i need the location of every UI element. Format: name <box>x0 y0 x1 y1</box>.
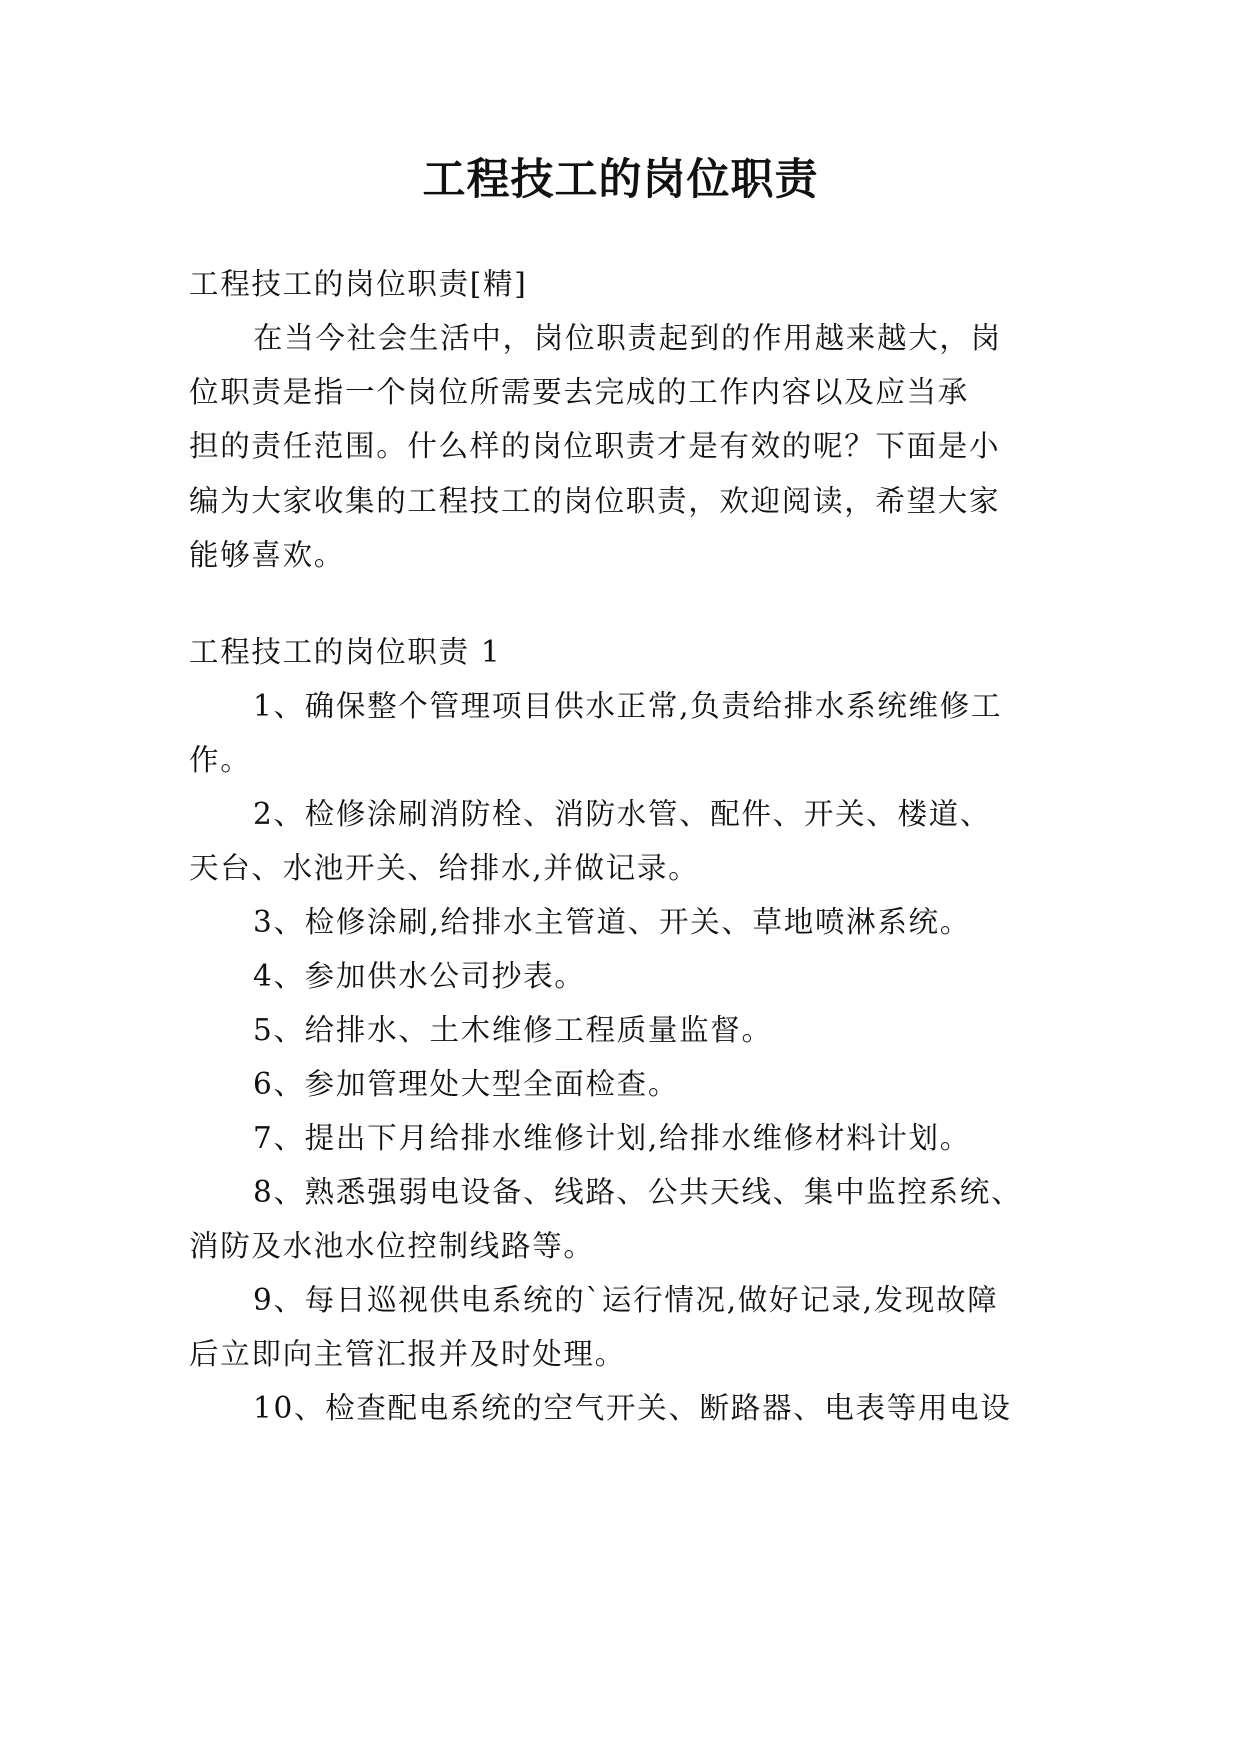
duty-2-line-1: 2、检修涂刷消防栓、消防水管、配件、开关、楼道、 <box>253 797 992 831</box>
duty-6: 6、参加管理处大型全面检查。 <box>253 1067 680 1101</box>
document-title: 工程技工的岗位职责 <box>422 155 819 205</box>
duty-8-line-2: 消防及水池水位控制线路等。 <box>189 1229 595 1263</box>
duty-9-line-2: 后立即向主管汇报并及时处理。 <box>189 1337 626 1371</box>
duty-8-line-1: 8、熟悉强弱电设备、线路、公共天线、集中监控系统、 <box>253 1175 1023 1209</box>
intro-line-1: 在当今社会生活中，岗位职责起到的作用越来越大，岗 <box>253 321 1002 355</box>
intro-line-2: 位职责是指一个岗位所需要去完成的工作内容以及应当承 <box>189 375 970 409</box>
intro-line-3: 担的责任范围。什么样的岗位职责才是有效的呢？下面是小 <box>189 429 1001 463</box>
duty-3: 3、检修涂刷,给排水主管道、开关、草地喷淋系统。 <box>253 905 971 939</box>
subtitle-line: 工程技工的岗位职责[精] <box>189 267 528 301</box>
intro-line-4: 编为大家收集的工程技工的岗位职责，欢迎阅读，希望大家 <box>189 484 1001 518</box>
duty-2-line-2: 天台、水池开关、给排水,并做记录。 <box>189 851 700 885</box>
duty-1-line-1: 1、确保整个管理项目供水正常,负责给排水系统维修工 <box>253 689 1003 723</box>
section-heading: 工程技工的岗位职责 1 <box>189 635 502 669</box>
duty-1-line-2: 作。 <box>189 743 252 777</box>
duty-9-line-1: 9、每日巡视供电系统的`运行情况,做好记录,发现故障 <box>253 1283 999 1317</box>
intro-line-5: 能够喜欢。 <box>189 538 346 572</box>
duty-10-line-1: 10、检查配电系统的空气开关、断路器、电表等用电设 <box>253 1391 1012 1425</box>
duty-4: 4、参加供水公司抄表。 <box>253 959 586 993</box>
duty-5: 5、给排水、土木维修工程质量监督。 <box>253 1013 773 1047</box>
duty-7: 7、提出下月给排水维修计划,给排水维修材料计划。 <box>253 1121 971 1155</box>
